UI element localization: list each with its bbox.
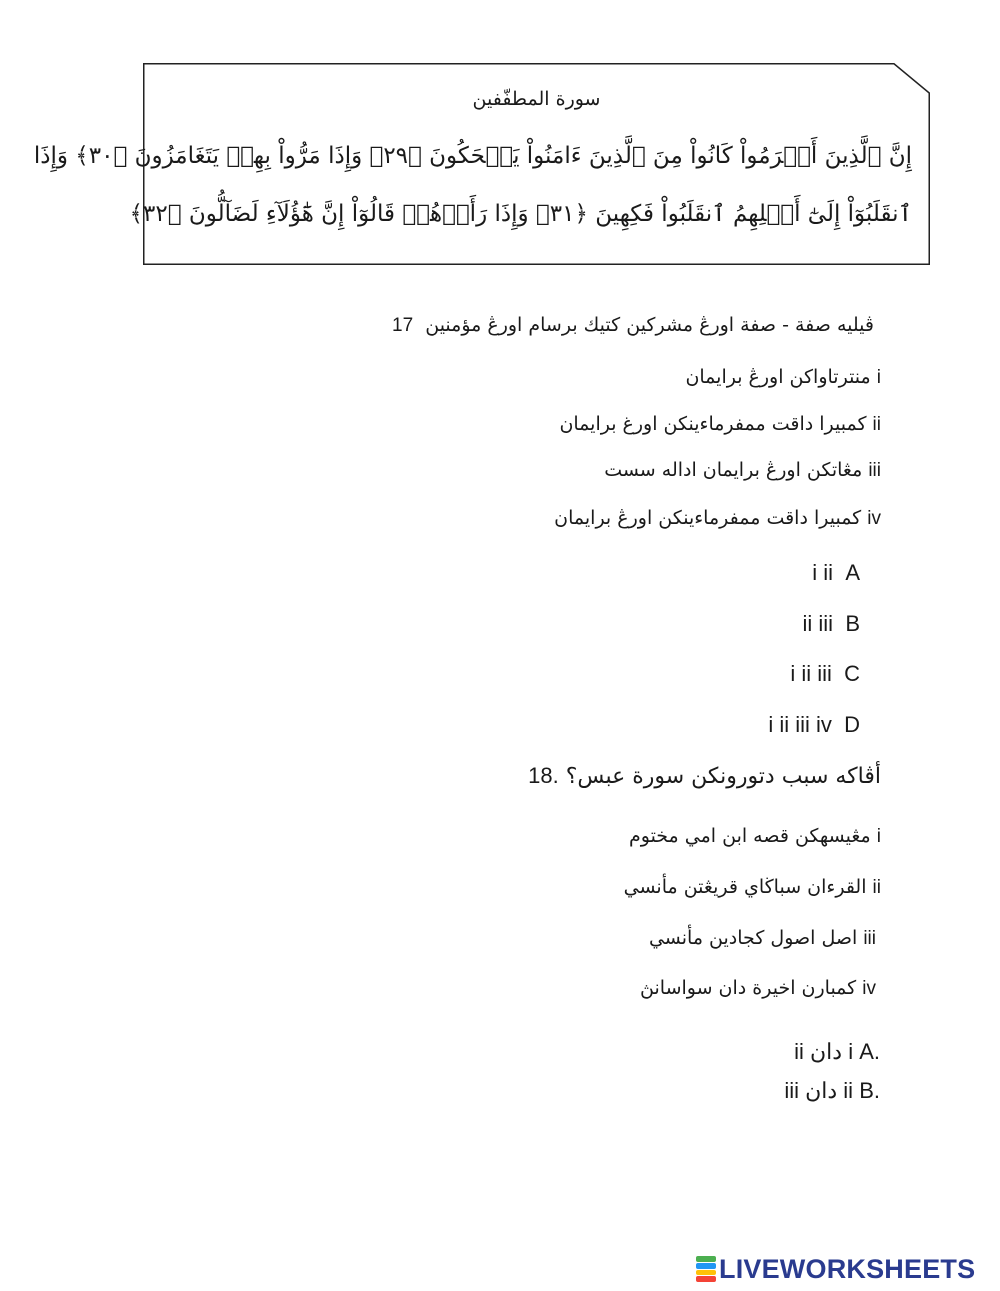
question-18-body: أڤاكه سبب دتورونكن سورة عبس؟ [565, 764, 881, 789]
q17-option-a[interactable] [812, 560, 860, 586]
q17-option-d[interactable] [768, 712, 860, 738]
verse-line-1: إِنَّ ٱلَّذِينَ أَجۡرَمُواْ كَانُواْ مِنَ ٱلَّذِينَ ءَامَنُواْ يَضۡحَكُونَ ﴿٢٩﴾ وَإِذَا مَرُّواْ بِهِمۡ يَتَغَامَزُونَ ﴿٣٠﴾ وَإِذَا [33, 143, 912, 169]
item-text: كمبيرا داقت ممفرماءينكن اورڠ برايمان [554, 507, 862, 529]
question-17-text [392, 314, 874, 337]
item-text: منترتاواكن اورڠ برايمان [685, 366, 871, 388]
q18-item-3 [649, 927, 876, 950]
item-text: كمبيرا داقت ممفرماءينكن اورغ برايمان [559, 413, 867, 435]
logo-block [696, 1263, 716, 1269]
logo-block [696, 1276, 716, 1282]
item-text: مڠاتكن اورڠ برايمان اداله سست [604, 459, 863, 481]
surah-title: سورة المطفّفين [472, 88, 601, 110]
liveworksheets-logo[interactable] [696, 1254, 975, 1284]
q18-option-b[interactable] [784, 1078, 880, 1104]
option-value: i دان ii [794, 1039, 854, 1064]
option-value: i ii [812, 560, 834, 585]
option-value: i ii iii [790, 661, 832, 686]
option-letter: A. [859, 1039, 880, 1064]
logo-blocks-icon [696, 1256, 716, 1282]
item-text: كمبارن اخيرة دان سواسانڽ [640, 977, 857, 999]
item-numeral: iii [868, 460, 881, 481]
item-numeral: iii [863, 928, 876, 949]
item-numeral: i [876, 826, 881, 847]
option-value: ii iii [802, 611, 834, 636]
q18-option-a[interactable] [794, 1039, 880, 1065]
logo-block [696, 1270, 716, 1276]
item-numeral: ii [872, 414, 881, 435]
q18-item-4 [640, 977, 876, 1000]
logo-block [696, 1256, 716, 1262]
item-numeral: iv [867, 508, 881, 529]
q17-item-1 [685, 366, 881, 389]
verse-line-2: ٱنقَلَبُوٓاْ إِلَىٰٓ أَهۡلِهِمُ ٱنقَلَبُواْ فَكِهِينَ ﴿٣١﴾ وَإِذَا رَأَوۡهُمۡ قَالُوٓاْ إِنَّ هَٰٓؤُلَآءِ لَضَآلُّونَ ﴿٣٢﴾ [129, 201, 912, 227]
q17-option-c[interactable] [790, 661, 860, 687]
logo-text: LIVEWORKSHEETS [719, 1253, 976, 1284]
option-value: i ii iii iv [768, 712, 832, 737]
option-letter: B [845, 611, 860, 636]
option-value: ii دان iii [784, 1078, 854, 1103]
option-letter: B. [859, 1078, 880, 1103]
item-text: القرءان سباڬاي قريڠتن مأنسي [623, 876, 867, 898]
item-numeral: iv [862, 978, 876, 999]
option-letter: C [844, 661, 860, 686]
question-17-number: 17 [392, 315, 414, 336]
q17-item-3 [604, 459, 881, 482]
option-letter: A [845, 560, 860, 585]
item-numeral: i [876, 367, 881, 388]
q17-option-b[interactable] [803, 611, 860, 637]
q17-item-4 [554, 507, 881, 530]
q18-item-1 [629, 825, 881, 848]
q17-item-2 [559, 413, 881, 436]
question-17-body: ڤيليه صفة - صفة اورڠ مشركين كتيك برسام اورڠ مؤمنين [425, 314, 874, 336]
item-text: مڠيسهكن قصه ابن امي مختوم [628, 825, 871, 847]
question-18-text [528, 763, 881, 789]
question-18-number: 18. [528, 763, 559, 788]
q18-item-2 [624, 876, 881, 899]
item-numeral: ii [872, 877, 881, 898]
item-text: اصل اصول كجادين مأنسي [648, 927, 858, 949]
option-letter: D [844, 712, 860, 737]
